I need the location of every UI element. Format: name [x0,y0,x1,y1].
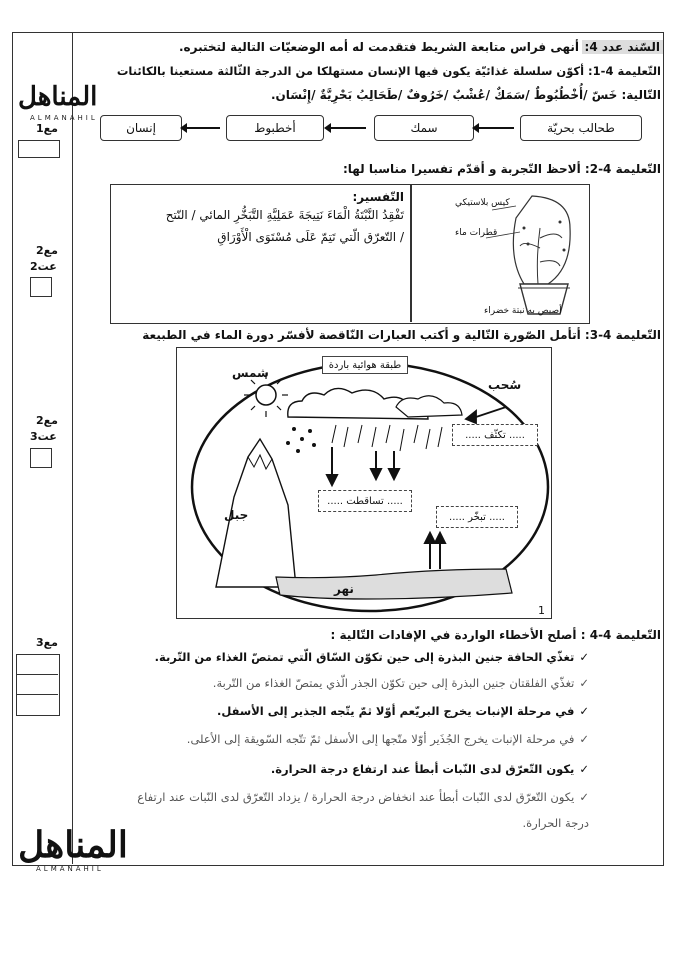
condensation-answer[interactable]: ..... تكثّف ..... [452,424,538,446]
task4-title: التّعليمة 4-4 : أصلح الأخطاء الواردة في الإفادات التّالية : [330,628,661,642]
brand-subtitle-top: ALMANAHIL [30,114,98,122]
check-icon: ✓ [579,732,589,746]
river-icon [276,569,512,599]
precipitation-answer[interactable]: ..... تساقطت ..... [318,490,412,512]
check-icon: ✓ [579,790,589,804]
label-pot: أصيص به نبتة خضراء [484,306,562,316]
correction-2: ✓في مرحلة الإنبات يخرج الجُذَير أوّلا متّجها إلى الأسفل ثمّ تتّجه السّويقة إلى الأعلى. [186,732,589,746]
explanation-line-1: تَفْقِدُ النَّبْتَةُ الْمَاءَ نَتِيجَةَ عَمَلِيَّةِ التَّبَخُّرِ المائي / النّتح [165,208,404,222]
margin-mark-3b: عت3 [30,430,57,443]
task1-organisms: التّالية: خَسّ /أُخْطُبُوطٌ /سَمَكٌ /عُشْبٌ /خَرُوفٌ /طَحَالِبُ بَحْرِيَّةٌ /إِنْسَان. [270,88,661,102]
sun-icon [256,385,276,405]
document-label: السّند عدد 4: [582,40,663,54]
grade-box-1[interactable] [18,140,60,158]
chain-arrow-3 [186,127,220,129]
task2-title: التّعليمة 4-2: ألاحظ التّجربة و أقدّم تفسيرا مناسبا لها: [342,162,661,176]
brand-logo-top: المناهل [18,82,98,112]
margin-mark-1: مع1 [36,122,58,135]
explanation-line-2: / التّعرّق الّتي تَتِمّ عَلَى مُسْتَوَى الْأَوْرَاقِ [217,230,404,244]
chain-arrow-2 [330,127,366,129]
label-sun: شمس [232,366,269,380]
chain-box-algae[interactable]: طحالب بحريّة [520,115,642,141]
chain-box-fish[interactable]: سمك [374,115,474,141]
chain-box-octopus[interactable]: أخطبوط [226,115,324,141]
task3-title: التّعليمة 4-3: أتأمل الصّورة التّالية و أكتب العبارات النّاقصة لأفسّر دورة الماء في الطبيعة [142,328,661,342]
evaporation-answer[interactable]: ..... تبخّر ..... [436,506,518,528]
label-plastic-bag: كيس بلاستيكي [455,198,510,208]
grade-box-2[interactable] [30,277,52,297]
check-icon: ✓ [579,762,589,776]
brand-logo-bottom: المناهل [18,824,128,866]
experiment-divider [410,184,412,322]
label-river: نهر [334,582,354,596]
task1-title: التّعليمة 4-1: أكوّن سلسلة غذائيّة يكون فيها الإنسان مستهلكا من الدرجة الثّالثة مستعينا بالكائنات [116,64,661,78]
grade-box-divider-2 [16,694,58,695]
chain-arrow-1 [478,127,514,129]
grade-box-divider-1 [16,674,58,675]
check-icon: ✓ [579,704,589,718]
grade-box-3[interactable] [30,448,52,468]
statement-2: ✓في مرحلة الإنبات يخرج البريّعم أوّلا ثمّ يتّجه الجذير إلى الأسفل. [217,704,589,718]
check-icon: ✓ [579,676,589,690]
brand-subtitle-bottom: ALMANAHIL [36,865,104,873]
intro-text: أنهى فراس متابعة الشريط فتقدمت له أمه الوضعيّات التالية لتختبره. [178,40,579,54]
margin-mark-3a: مع2 [36,414,58,427]
label-cold-layer: طبقة هوائية باردة [322,356,408,374]
correction-3-continued: درجة الحرارة. [522,816,589,830]
margin-mark-2b: عت2 [30,260,57,273]
margin-mark-2a: مع2 [36,244,58,257]
margin-mark-4: مع3 [36,636,58,649]
check-icon: ✓ [579,650,589,664]
page-number: 1 [538,604,545,617]
label-clouds: سُحب [488,378,522,392]
correction-3: ✓يكون التّعرّق لدى النّبات أبطأ عند انخفاض درجة الحرارة / يزداد التّعرّق لدى النّبات عند ارتفاع [137,790,589,804]
correction-1: ✓تغذّي الفلقتان جنين البذرة إلى حين تكوّن الجذر الّذي يمتصّ الغذاء من التّربة. [212,676,589,690]
statement-1: ✓تغذّي الحافة جنين البذرة إلى حين تكوّن السّاق الّتي تمتصّ الغذاء من التّربة. [154,650,589,664]
statement-3: ✓يكون التّعرّق لدى النّبات أبطأ عند ارتفاع درجة الحرارة. [270,762,589,776]
label-water-drops: قطرات ماء [455,228,498,238]
chain-box-human[interactable]: إنسان [100,115,182,141]
label-mountain: جبل [224,508,249,522]
explanation-title: التّفسير: [352,190,404,204]
